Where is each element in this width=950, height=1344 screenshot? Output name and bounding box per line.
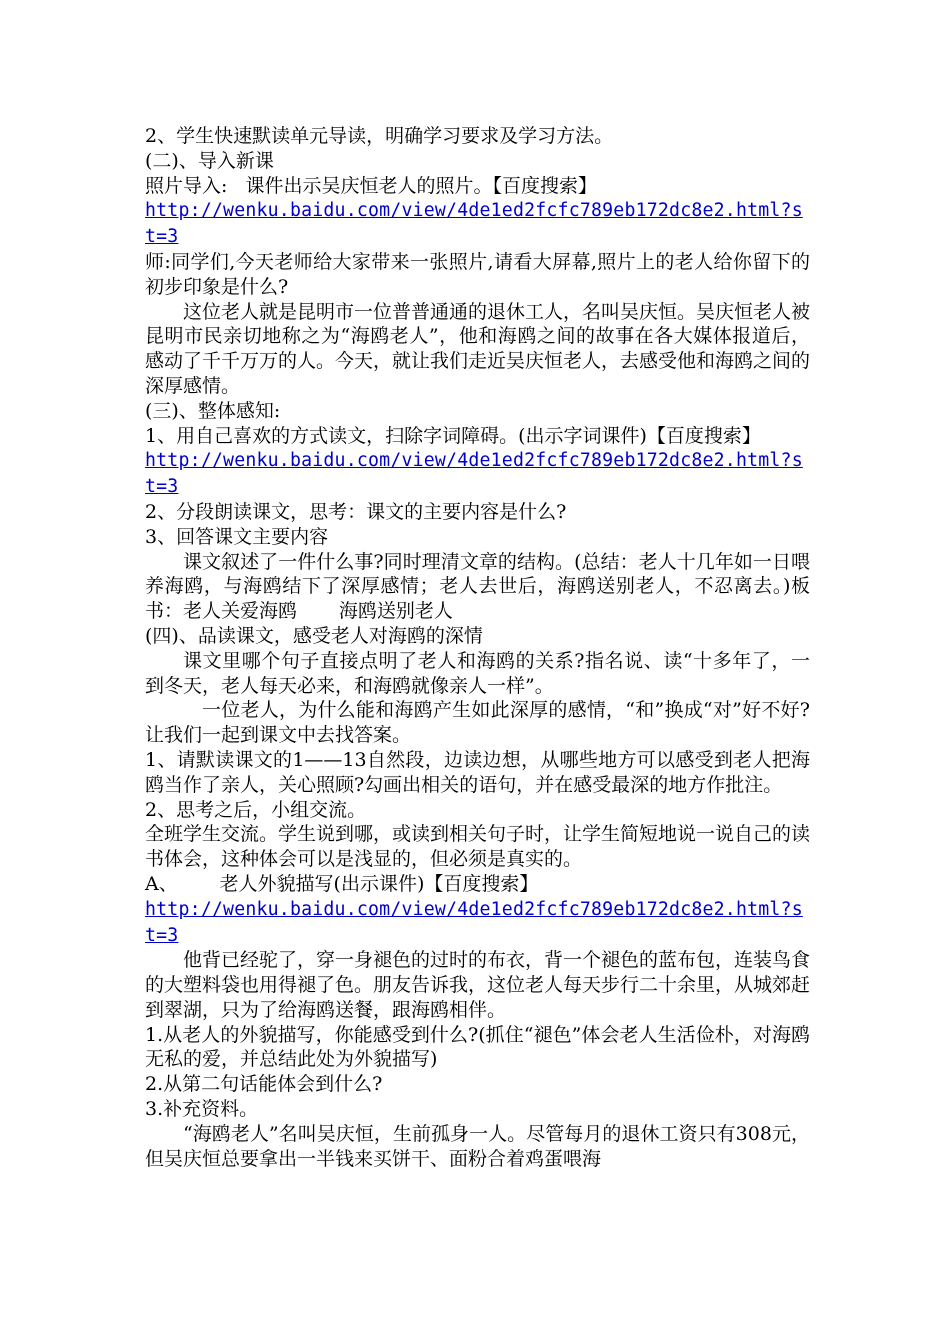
baidu-link[interactable]: http://wenku.baidu.com/view/4de1ed2fcfc789eb172dc8e2.html?st=3 [145,450,803,498]
paragraph: 3.补充资料。 [145,1098,259,1121]
paragraph: 2、学生快速默读单元导读，明确学习要求及学习方法。 [145,125,614,147]
paragraph-text: 课文叙述了一件什么事?同时理清文章的结构。(总结：老人十几年如一日喂养海鸥，与海鸥结下了深厚感情；老人去世后，海鸥送别老人，不忍离去。)板书：老人关爱海鸥 [145,550,810,623]
paragraph: 2、思考之后，小组交流。 [145,798,367,821]
baidu-link-paragraph [145,198,810,250]
paragraph [145,872,810,897]
paragraph: 他背已经驼了，穿一身褪色的过时的布衣，背一个褪色的蓝布包，连装鸟食的大塑料袋也用得褪了色。朋友告诉我，这位老人每天步行二十余里，从城郊赶到翠湖，只为了给海鸥送餐，跟海鸥相伴。 [145,949,811,1021]
baidu-link-paragraph [145,897,810,949]
paragraph: 1、请默读课文的1——13自然段，边读边想，从哪些地方可以感受到老人把海鸥当作了亲人，关心照顾?勾画出相关的语句，并在感受最深的地方作批注。 [145,748,810,796]
paragraph: 课文里哪个句子直接点明了老人和海鸥的关系?指名说、读“十多年了，一到冬天，老人每天必来，和海鸥就像亲人一样”。 [145,649,810,697]
paragraph [145,550,810,624]
paragraph: 3、回答课文主要内容 [145,525,329,548]
board-text: 海鸥送别老人 [338,600,453,623]
baidu-link-paragraph [145,448,810,500]
paragraph-text: 老人外貌描写(出示课件)【百度搜索】 [219,872,539,895]
paragraph: 2、分段朗读课文，思考：课文的主要内容是什么? [145,500,567,523]
paragraph: 师:同学们,今天老师给大家带来一张照片,请看大屏幕,照片上的老人给你留下的初步印象是什么? [145,250,810,298]
baidu-link[interactable]: http://wenku.baidu.com/view/4de1ed2fcfc789eb172dc8e2.html?st=3 [145,200,803,248]
document-body [145,124,810,1171]
section-heading: (三)、整体感知: [145,399,281,422]
paragraph: 一位老人，为什么能和海鸥产生如此深厚的感情，“和”换成“对”好不好?让我们一起到课文中去找答案。 [145,699,810,747]
paragraph: “海鸥老人”名叫吴庆恒，生前孤身一人。尽管每月的退休工资只有308元，但吴庆恒总要拿出一半钱来买饼干、面粉合着鸡蛋喂海 [145,1122,810,1170]
paragraph: 1.从老人的外貌描写，你能感受到什么?(抓住“褪色”体会老人生活俭朴，对海鸥无私的爱，并总结此处为外貌描写) [145,1023,810,1071]
paragraph: 全班学生交流。学生说到哪，或读到相关句子时，让学生简短地说一说自己的读书体会，这种体会可以是浅显的，但必须是真实的。 [145,823,811,871]
baidu-link[interactable]: http://wenku.baidu.com/view/4de1ed2fcfc789eb172dc8e2.html?st=3 [145,898,803,946]
paragraph: 照片导入: 课件出示吴庆恒老人的照片。【百度搜索】 [145,174,598,197]
paragraph: 2.从第二句话能体会到什么? [145,1073,383,1096]
list-marker: A、 [145,872,178,895]
section-heading: (二)、导入新课 [145,149,274,172]
paragraph: 这位老人就是昆明市一位普普通通的退休工人，名叫吴庆恒。吴庆恒老人被昆明市民亲切地称之为“海鸥老人”，他和海鸥之间的故事在各大媒体报道后，感动了千千万万的人。今天，就让我们走近吴庆恒老人，去感受他和海鸥之间的深厚感情。 [145,300,811,397]
section-heading: (四)、品读课文，感受老人对海鸥的深情 [145,624,483,647]
paragraph: 1、用自己喜欢的方式读文，扫除字词障碍。(出示字词课件)【百度搜索】 [145,424,761,447]
